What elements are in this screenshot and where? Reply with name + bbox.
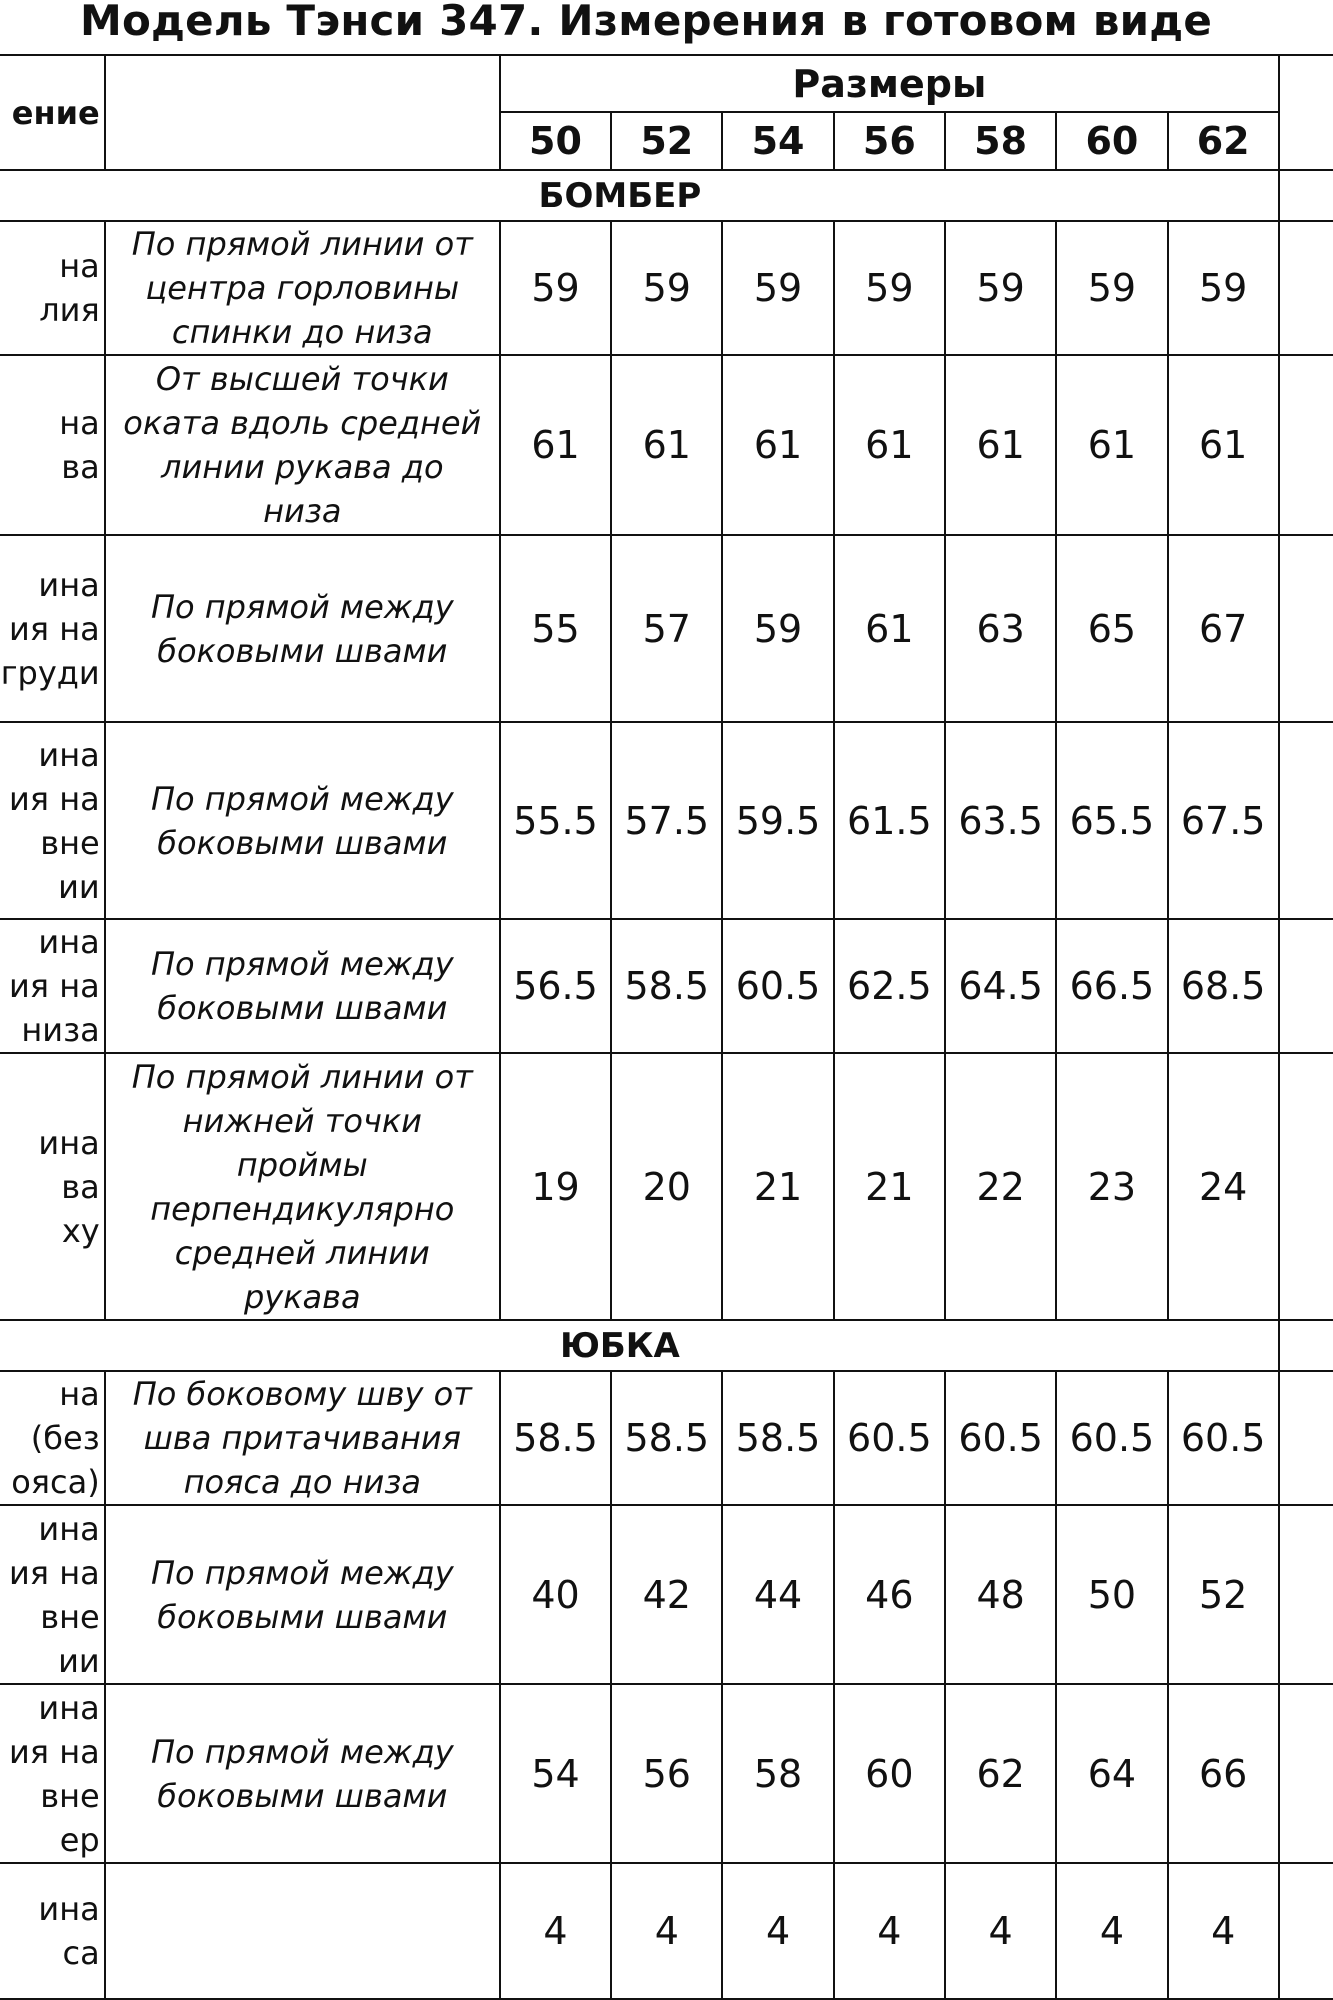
size-value-54: 58 (722, 1684, 833, 1863)
measurement-name-line: ия на (8, 1553, 100, 1592)
measurement-name-line: ояса) (11, 1463, 100, 1501)
header-desc-cell (105, 55, 500, 170)
measurement-name-line: ина (38, 1890, 100, 1928)
measurement-description-line: шва притачивания (143, 1419, 461, 1457)
measurement-name-line: ии (58, 1641, 100, 1680)
size-value-60: 50 (1056, 1505, 1167, 1684)
extra-column-header (1279, 55, 1333, 170)
measurement-description-cell (105, 1505, 500, 1684)
size-value-50: 58.5 (500, 1371, 611, 1505)
size-value-54: 58.5 (722, 1371, 833, 1505)
size-value-62: 67.5 (1168, 722, 1279, 919)
size-value-56: 61.5 (834, 722, 945, 919)
measurement-name-line: ия на (8, 609, 100, 648)
measurement-name-cell (0, 1053, 105, 1320)
extra-column-cell (1279, 1371, 1333, 1505)
measurement-description-line: средней линии (174, 1233, 430, 1272)
table-row (0, 355, 1333, 535)
measurement-description-cell (105, 1053, 500, 1320)
header-row-top (0, 55, 1333, 112)
section-title: БОМБЕР (0, 170, 1279, 221)
size-value-50: 55 (500, 535, 611, 722)
measurement-name-cell (0, 722, 105, 919)
measurement-name-line: ии (58, 867, 100, 906)
header-name-cell (0, 55, 105, 170)
table-row (0, 221, 1333, 355)
measurement-name-line: на (59, 1375, 100, 1413)
size-header-50: 50 (500, 112, 611, 170)
table-row (0, 1053, 1333, 1320)
section-row (0, 1320, 1333, 1371)
size-value-62: 59 (1168, 221, 1279, 355)
size-value-50: 61 (500, 355, 611, 535)
measurement-description-line: боковыми швами (157, 823, 448, 862)
size-value-54: 44 (722, 1505, 833, 1684)
measurement-description-line: низа (263, 492, 342, 530)
page-title: Модель Тэнси 347. Измерения в готовом виде (80, 0, 1213, 45)
measurement-name-cell (0, 535, 105, 722)
size-value-56: 61 (834, 355, 945, 535)
size-value-52: 61 (611, 355, 722, 535)
section-row (0, 170, 1333, 221)
measurement-name-line: ина (38, 565, 100, 604)
measurement-name-line: ва (61, 448, 100, 486)
size-value-60: 60.5 (1056, 1371, 1167, 1505)
size-value-52: 42 (611, 1505, 722, 1684)
measurement-name-line: са (62, 1934, 100, 1972)
size-value-62: 52 (1168, 1505, 1279, 1684)
size-value-60: 4 (1056, 1863, 1167, 1999)
measurement-description-cell (105, 355, 500, 535)
size-value-62: 68.5 (1168, 919, 1279, 1053)
measurement-name-line: на (59, 247, 100, 285)
measurement-description-cell (105, 221, 500, 355)
measurement-description-line: боковыми швами (157, 989, 448, 1027)
size-header-62: 62 (1168, 112, 1279, 170)
size-value-60: 61 (1056, 355, 1167, 535)
table-row (0, 1684, 1333, 1863)
size-value-54: 59 (722, 535, 833, 722)
extra-column-cell (1279, 170, 1333, 221)
size-value-62: 67 (1168, 535, 1279, 722)
size-value-52: 57 (611, 535, 722, 722)
size-value-58: 63.5 (945, 722, 1056, 919)
measurement-description-cell (105, 1371, 500, 1505)
measurement-name-cell (0, 1684, 105, 1863)
measurement-description-cell (105, 535, 500, 722)
sizes-header: Размеры (500, 55, 1279, 112)
size-value-54: 59.5 (722, 722, 833, 919)
measurement-name-line: ина (38, 1509, 100, 1548)
size-value-60: 65.5 (1056, 722, 1167, 919)
size-value-58: 60.5 (945, 1371, 1056, 1505)
measurement-table (0, 54, 1333, 2000)
measurement-description-line: По прямой линии от (131, 1057, 473, 1096)
measurement-description-line: боковыми швами (157, 1597, 448, 1636)
size-value-56: 4 (834, 1863, 945, 1999)
measurement-description-line: нижней точки (182, 1101, 422, 1140)
measurement-name-line: ина (38, 1688, 100, 1727)
measurement-name-line: лия (39, 291, 100, 329)
measurement-description-line: центра горловины (145, 269, 460, 307)
measurement-name-cell (0, 1863, 105, 1999)
size-value-50: 4 (500, 1863, 611, 1999)
size-value-58: 62 (945, 1684, 1056, 1863)
size-value-58: 22 (945, 1053, 1056, 1320)
size-value-50: 19 (500, 1053, 611, 1320)
measurement-name-line: ина (38, 923, 100, 961)
size-value-62: 24 (1168, 1053, 1279, 1320)
table-row (0, 722, 1333, 919)
size-value-50: 56.5 (500, 919, 611, 1053)
size-value-52: 58.5 (611, 919, 722, 1053)
size-value-58: 61 (945, 355, 1056, 535)
table-row (0, 1505, 1333, 1684)
size-value-60: 66.5 (1056, 919, 1167, 1053)
measurement-name-line: вне (40, 1597, 100, 1636)
size-header-56: 56 (834, 112, 945, 170)
size-value-50: 55.5 (500, 722, 611, 919)
size-value-58: 64.5 (945, 919, 1056, 1053)
measurement-description-cell (105, 1863, 500, 1999)
size-value-52: 56 (611, 1684, 722, 1863)
size-value-58: 4 (945, 1863, 1056, 1999)
size-header-58: 58 (945, 112, 1056, 170)
measurement-name-cell (0, 919, 105, 1053)
size-value-50: 59 (500, 221, 611, 355)
size-value-56: 21 (834, 1053, 945, 1320)
measurement-description-line: По прямой между (150, 1553, 454, 1592)
size-value-54: 21 (722, 1053, 833, 1320)
measurement-name-cell (0, 355, 105, 535)
size-value-56: 62.5 (834, 919, 945, 1053)
table-row (0, 1863, 1333, 1999)
measurement-description-line: перпендикулярно (150, 1189, 455, 1228)
extra-column-cell (1279, 1320, 1333, 1371)
measurement-description-cell (105, 722, 500, 919)
size-value-54: 59 (722, 221, 833, 355)
size-value-60: 59 (1056, 221, 1167, 355)
measurement-name-line: низа (21, 1011, 100, 1049)
measurement-name-line: ина (38, 1123, 100, 1162)
measurement-name-line: ху (61, 1211, 100, 1250)
section-title: ЮБКА (0, 1320, 1279, 1371)
measurement-table-wrapper (0, 54, 1333, 2000)
size-value-58: 63 (945, 535, 1056, 722)
size-value-52: 4 (611, 1863, 722, 1999)
measurement-description-line: спинки до низа (171, 313, 433, 351)
size-value-56: 59 (834, 221, 945, 355)
measurement-description-line: По прямой между (150, 1732, 454, 1771)
size-value-60: 65 (1056, 535, 1167, 722)
measurement-description-line: По прямой между (150, 587, 454, 626)
measurement-name-line: на (59, 404, 100, 442)
measurement-name-line: ия на (8, 967, 100, 1005)
extra-column-cell (1279, 1505, 1333, 1684)
size-value-52: 57.5 (611, 722, 722, 919)
measurement-description-cell (105, 919, 500, 1053)
size-value-54: 4 (722, 1863, 833, 1999)
size-value-56: 61 (834, 535, 945, 722)
extra-column-cell (1279, 919, 1333, 1053)
table-row (0, 1371, 1333, 1505)
size-value-60: 23 (1056, 1053, 1167, 1320)
measurement-name-cell (0, 1371, 105, 1505)
measurement-name-line: ва (61, 1167, 100, 1206)
measurement-description-line: По прямой линии от (131, 225, 473, 263)
extra-column-cell (1279, 1053, 1333, 1320)
table-body (0, 55, 1333, 1999)
size-value-54: 61 (722, 355, 833, 535)
measurement-name-line: ина (38, 735, 100, 774)
size-header-60: 60 (1056, 112, 1167, 170)
measurement-description-line: оката вдоль средней (123, 404, 482, 442)
measurement-name-cell (0, 1505, 105, 1684)
extra-column-cell (1279, 1863, 1333, 1999)
size-value-52: 58.5 (611, 1371, 722, 1505)
size-value-62: 61 (1168, 355, 1279, 535)
extra-column-cell (1279, 355, 1333, 535)
measurement-description-line: боковыми швами (157, 1776, 448, 1815)
table-row (0, 535, 1333, 722)
measurement-name-cell (0, 221, 105, 355)
measurement-description-line: пояса до низа (183, 1463, 421, 1501)
size-value-58: 59 (945, 221, 1056, 355)
size-value-52: 59 (611, 221, 722, 355)
size-value-60: 64 (1056, 1684, 1167, 1863)
size-header-52: 52 (611, 112, 722, 170)
size-value-54: 60.5 (722, 919, 833, 1053)
size-value-56: 46 (834, 1505, 945, 1684)
size-value-50: 54 (500, 1684, 611, 1863)
size-value-56: 60 (834, 1684, 945, 1863)
measurement-description-line: От высшей точки (155, 360, 449, 398)
size-value-58: 48 (945, 1505, 1056, 1684)
measurement-name-line: ия на (8, 1732, 100, 1771)
table-row (0, 919, 1333, 1053)
size-value-62: 4 (1168, 1863, 1279, 1999)
measurement-name-line: (без (30, 1419, 100, 1457)
measurement-description-line: рукава (243, 1277, 361, 1316)
extra-column-cell (1279, 221, 1333, 355)
measurement-description-line: линии рукава до (161, 448, 444, 486)
measurement-name-line: вне (40, 1776, 100, 1815)
size-value-62: 66 (1168, 1684, 1279, 1863)
measurement-description-cell (105, 1684, 500, 1863)
extra-column-cell (1279, 535, 1333, 722)
measurement-description-line: проймы (236, 1145, 368, 1184)
measurement-description-line: боковыми швами (157, 631, 448, 670)
measurement-description-line: По боковому шву от (132, 1375, 472, 1413)
measurement-name-line: ия на (8, 779, 100, 818)
size-value-50: 40 (500, 1505, 611, 1684)
measurement-name-line: вне (40, 823, 100, 862)
size-header-54: 54 (722, 112, 833, 170)
size-value-62: 60.5 (1168, 1371, 1279, 1505)
extra-column-cell (1279, 1684, 1333, 1863)
size-value-52: 20 (611, 1053, 722, 1320)
measurement-name-line: ер (59, 1820, 100, 1859)
measurement-name-line: груди (0, 653, 100, 692)
size-value-56: 60.5 (834, 1371, 945, 1505)
header-name-label: ение (11, 93, 100, 132)
extra-column-cell (1279, 722, 1333, 919)
measurement-description-line: По прямой между (150, 779, 454, 818)
measurement-description-line: По прямой между (150, 945, 454, 983)
